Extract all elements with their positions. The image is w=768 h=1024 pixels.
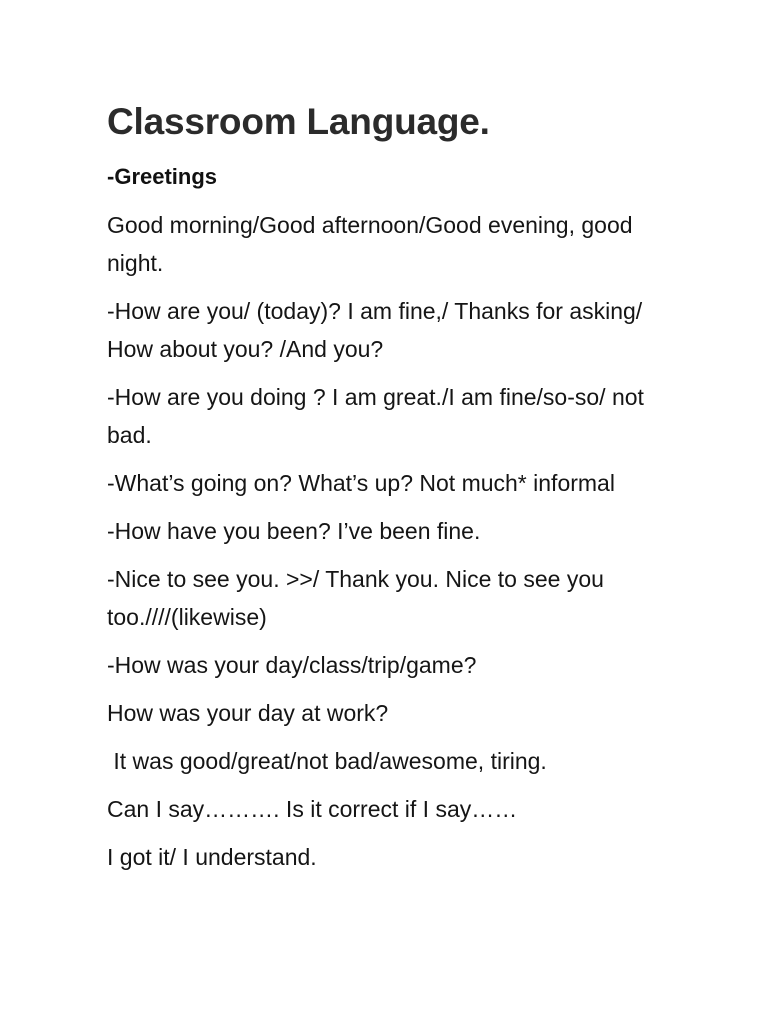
paragraph-greetings-times: Good morning/Good afternoon/Good evening, good night. xyxy=(107,212,639,276)
paragraph-nice-to-see-you: -Nice to see you. >>/ Thank you. Nice to see you too.////(likewise) xyxy=(107,566,611,630)
section-heading-greetings: -Greetings xyxy=(107,164,218,189)
paragraph-how-was-your-day: -How was your day/class/trip/game? xyxy=(107,652,477,678)
paragraph-how-have-you-been: -How have you been? I’ve been fine. xyxy=(107,518,481,544)
paragraph-it-was-good: It was good/great/not bad/awesome, tiring. xyxy=(107,748,547,774)
paragraph-whats-up: -What’s going on? What’s up? Not much* informal xyxy=(107,470,615,496)
paragraph-how-are-you-doing: -How are you doing ? I am great./I am fine/so-so/ not bad. xyxy=(107,384,651,448)
paragraph-how-are-you: -How are you/ (today)? I am fine,/ Thanks for asking/ How about you? /And you? xyxy=(107,298,655,362)
paragraph-day-at-work: How was your day at work? xyxy=(107,700,389,726)
document-body xyxy=(107,98,687,886)
paragraph-i-got-it: I got it/ I understand. xyxy=(107,844,317,870)
paragraph-can-i-say: Can I say………. Is it correct if I say…… xyxy=(107,796,518,822)
document-title: Classroom Language. xyxy=(107,101,490,142)
